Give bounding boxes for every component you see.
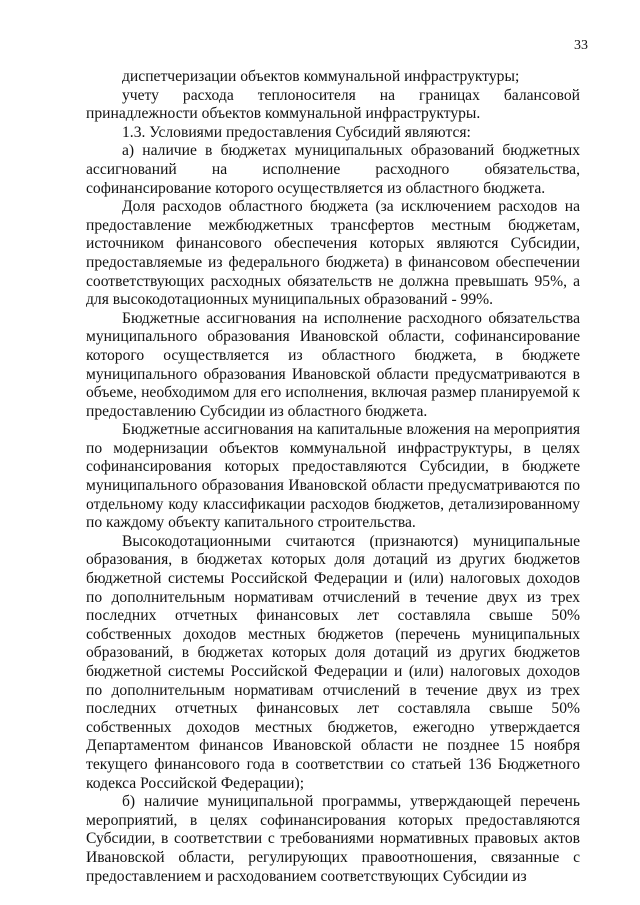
paragraph: Бюджетные ассигнования на капитальные вложения на мероприятия по модернизации объектов коммунальной инфраструктуры, в целях софинансирования которых предоставляются Субсидии, в бюджете муниципального образования Ивановской области предусматриваются по отдельному коду классификации расходов бюджетов, детализированному по каждому объекту капитального строительства.	[86, 421, 580, 532]
paragraph: Доля расходов областного бюджета (за исключением расходов на предоставление межбюджетных трансфертов местным бюджетам, источником финансового обеспечения которых являются Субсидии, предоставляемые из федерального бюджета) в финансовом обеспечении соответствующих расходных обязательств не должна превышать 95%, а для высокодотационных муниципальных образований - 99%.	[86, 198, 580, 309]
paragraph-continuation: диспетчеризации объектов коммунальной инфраструктуры;	[122, 68, 520, 85]
section-heading: 1.3. Условиями предоставления Субсидий являются:	[122, 123, 471, 141]
paragraph: учету расхода теплоносителя на границах балансовой принадлежности объектов коммунальной инфраструктуры.	[86, 86, 580, 123]
page-number: 33	[574, 38, 588, 53]
paragraph: а) наличие в бюджетах муниципальных образований бюджетных ассигнований на исполнение расходного обязательства, софинансирование которого осуществляется из областного бюджета.	[86, 142, 580, 197]
paragraph: Бюджетные ассигнования на исполнение расходного обязательства муниципального образования Ивановской области, софинансирование которого осуществляется из областного бюджета, в бюджете муниципального образования Ивановской области предусматриваются в объеме, необходимом для его исполнения, включая размер планируемой к предоставлению Субсидии из областного бюджета.	[86, 309, 580, 420]
paragraph: б) наличие муниципальной программы, утверждающей перечень мероприятий, в целях софинансирования которых предоставляются Субсидии, в соответствии с требованиями нормативных правовых актов Ивановской области, регулирующих правоотношения, связанные с предоставлением и расходованием соответствующих Субсидии из	[86, 793, 580, 885]
paragraph: Высокодотационными считаются (признаются) муниципальные образования, в бюджетах которых доля дотаций из других бюджетов бюджетной системы Российской Федерации и (или) налоговых доходов по дополнительным нормативам отчислений в течение двух из трех последних отчетных финансовых лет составляла свыше 50% собственных доходов местных бюджетов (перечень муниципальных образований, в бюджетах которых доля дотаций из других бюджетов бюджетной системы Российской Федерации и (или) налоговых доходов по дополнительным нормативам отчислений в течение двух из трех последних отчетных финансовых лет составляла свыше 50% собственных доходов местных бюджетов, ежегодно утверждается Департаментом финансов Ивановской области не позднее 15 ноября текущего финансового года в соответствии со статьей 136 Бюджетного кодекса Российской Федерации);	[86, 532, 580, 792]
document-body	[86, 68, 580, 886]
